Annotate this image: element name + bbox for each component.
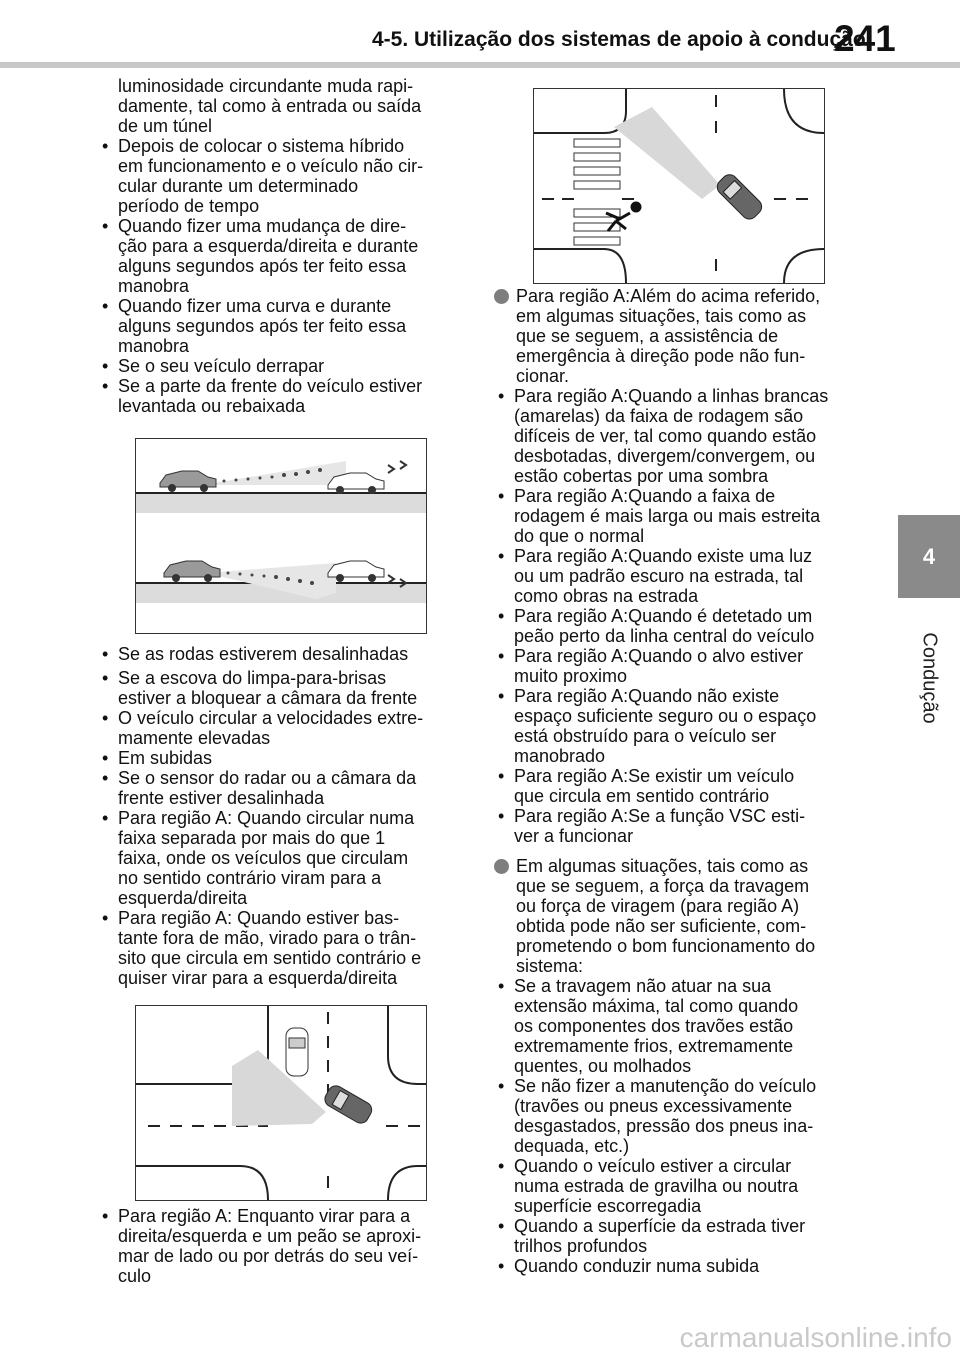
crosswalk-stripes (574, 139, 620, 245)
text-line: extensão máxima, tal como quando (514, 996, 799, 1016)
text-line: frente estiver desalinhada (118, 788, 325, 808)
text-line: • Quando fizer uma mudança de dire- (118, 216, 407, 236)
text-line: mar de lado ou por detrás do seu veí- (118, 1246, 419, 1266)
curb-line (388, 1006, 426, 1084)
continued-text (96, 76, 470, 136)
text-line: em funcionamento e o veículo não cir- (118, 156, 424, 176)
text-line: peão perto da linha central do veículo (514, 626, 815, 646)
car-icon (160, 471, 216, 492)
left-column-bottom (96, 1206, 470, 1286)
bullet-item (492, 486, 868, 546)
text-line: (travões ou pneus excessivamente (514, 1096, 793, 1116)
text-line: • Se não fizer a manutenção do veículo (514, 1076, 817, 1096)
bullet-item (492, 806, 868, 846)
text-line: mamente elevadas (118, 728, 271, 748)
text-line: • O veículo circular a velocidades extre- (118, 708, 424, 728)
text-line: numa estrada de gravilha ou noutra (514, 1176, 799, 1196)
bullet-item (492, 976, 868, 1076)
bullet-item (96, 908, 470, 988)
text-line: levantada ou rebaixada (118, 396, 306, 416)
text-line: de um túnel (118, 116, 213, 136)
text-line: período de tempo (118, 196, 260, 216)
text-line: ou força de viragem (para região A) (516, 896, 800, 916)
curb-line (534, 249, 626, 283)
text-line: • Se as rodas estiverem desalinhadas (118, 644, 409, 664)
text-line: Para região A:Além do acima referido, (516, 286, 821, 306)
car-icon (164, 561, 220, 582)
text-line: manobrado (514, 746, 606, 766)
bullet-item (492, 1256, 868, 1276)
car-icon (328, 561, 384, 582)
pedestrian-crossing-illustration (533, 88, 825, 284)
road-surface (136, 493, 426, 513)
text-line: • Para região A: Enquanto virar para a (118, 1206, 411, 1226)
bullet-item (492, 1076, 868, 1156)
radar-beam (232, 1050, 326, 1126)
curb-line (136, 1166, 268, 1200)
right-column (492, 286, 868, 1276)
car-icon (286, 1028, 308, 1076)
text-line: • Se a travagem não atuar na sua (514, 976, 772, 996)
text-line: • Para região A:Quando a faixa de (514, 486, 776, 506)
text-line: • Para região A: Quando circular numa (118, 808, 415, 828)
bullet-item (492, 1216, 868, 1256)
text-line: manobra (118, 336, 190, 356)
text-line: ver a funcionar (514, 826, 634, 846)
text-line: faixa, onde os veículos que circulam (118, 848, 409, 868)
text-line: culo (118, 1266, 152, 1286)
text-line: sito que circula em sentido contrário e (118, 948, 422, 968)
page-number: 241 (834, 18, 896, 59)
chapter-number: 4 (922, 543, 936, 569)
text-line: obtida pode não ser suficiente, com- (516, 916, 807, 936)
bullet-item (96, 768, 470, 808)
text-line: cular durante um determinado (118, 176, 359, 196)
bullet-item (492, 1156, 868, 1216)
text-line: extremamente frios, extremamente (514, 1036, 794, 1056)
text-line: estiver a bloquear a câmara da frente (118, 688, 418, 708)
text-line: luminosidade circundante muda rapi- (118, 76, 414, 96)
text-line: trilhos profundos (514, 1236, 648, 1256)
text-line: ção para a esquerda/direita e durante (118, 236, 419, 256)
text-line: • Para região A: Quando estiver bas- (118, 908, 400, 928)
text-line: cionar. (516, 366, 570, 386)
left-column-top (96, 76, 470, 416)
text-line: • Para região A:Se a função VSC esti- (514, 806, 806, 826)
text-line: Em algumas situações, tais como as (516, 856, 809, 876)
text-line: rodagem é mais larga ou mais estreita (514, 506, 821, 526)
text-line: direita/esquerda e um peão se aproxi- (118, 1226, 422, 1246)
text-line: os componentes dos travões estão (514, 1016, 794, 1036)
left-column-middle (96, 644, 470, 988)
curb-line (388, 1166, 426, 1200)
text-line: no sentido contrário viram para a (118, 868, 382, 888)
bullet-item (96, 296, 470, 356)
text-line: prometendo o bom funcionamento do (516, 936, 816, 956)
bullet-item (492, 686, 868, 766)
bullet-item (492, 546, 868, 606)
bullet-item (96, 216, 470, 296)
intersection-oncoming-illustration (135, 1005, 427, 1201)
text-line: desbotadas, divergem/convergem, ou (514, 446, 816, 466)
bullet-item (96, 708, 470, 748)
bullet-item (96, 136, 470, 216)
text-line: • Em subidas (118, 748, 213, 768)
text-line: • Se o seu veículo derrapar (118, 356, 325, 376)
text-line: • Para região A:Quando o alvo estiver (514, 646, 804, 666)
text-line: quentes, ou molhados (514, 1056, 692, 1076)
text-line: que se seguem, a força da travagem (516, 876, 810, 896)
text-line: faixa separada por mais do que 1 (118, 828, 386, 848)
text-line: quiser virar para a esquerda/direita (118, 968, 398, 988)
text-line: • Se a escova do limpa-para-brisas (118, 668, 387, 688)
page-header (0, 0, 960, 62)
curb-line (784, 249, 824, 283)
bullet-item (492, 766, 868, 806)
section-title: 4-5. Utilização dos sistemas de apoio à condução (372, 28, 866, 51)
text-line: do que o normal (514, 526, 645, 546)
text-line: superfície escorregadia (514, 1196, 702, 1216)
text-line: esquerda/direita (118, 888, 248, 908)
header-divider (0, 62, 960, 68)
text-line: (amarelas) da faixa de rodagem são (514, 406, 804, 426)
lane-radar-illustration (135, 438, 427, 634)
bullet-item (96, 668, 470, 708)
watermark[interactable]: carmanualsonline.info (679, 1322, 952, 1353)
text-line: manobra (118, 276, 190, 296)
car-icon (328, 473, 384, 494)
text-line: • Para região A:Quando é detetado um (514, 606, 813, 626)
car-icon (714, 171, 765, 222)
bullet-item (492, 606, 868, 646)
text-line: tante fora de mão, virado para o trân- (118, 928, 417, 948)
chapter-tab[interactable] (898, 515, 960, 598)
text-line: • Depois de colocar o sistema híbrido (118, 136, 405, 156)
text-line: • Para região A:Se existir um veículo (514, 766, 795, 786)
paragraph-item (492, 286, 868, 386)
text-line: difíceis de ver, tal como quando estão (514, 426, 817, 446)
chapter-label (905, 608, 953, 748)
text-line: sistema: (516, 956, 584, 976)
radar-beam (614, 107, 720, 199)
text-line: muito proximo (514, 666, 628, 686)
bullet-item (96, 748, 470, 768)
text-line: estão cobertas por uma sombra (514, 466, 769, 486)
text-line: • Para região A:Quando não existe (514, 686, 780, 706)
text-line: como obras na estrada (514, 586, 699, 606)
text-line: • Para região A:Quando a linhas brancas (514, 386, 829, 406)
bullet-item (96, 644, 470, 664)
text-line: alguns segundos após ter feito essa (118, 256, 407, 276)
text-line: • Quando o veículo estiver a circular (514, 1156, 792, 1176)
text-line: desgastados, pressão dos pneus ina- (514, 1116, 814, 1136)
text-line: ou um padrão escuro na estrada, tal (514, 566, 804, 586)
bullet-item (492, 646, 868, 686)
bullet-item (96, 808, 470, 908)
text-line: em algumas situações, tais como as (516, 306, 807, 326)
text-line: • Quando a superfície da estrada tiver (514, 1216, 806, 1236)
text-line: que circula em sentido contrário (514, 786, 770, 806)
text-line: • Quando fizer uma curva e durante (118, 296, 392, 316)
chapter-label-text: Condução (918, 632, 941, 724)
text-line: alguns segundos após ter feito essa (118, 316, 407, 336)
curb-line (784, 89, 824, 133)
text-line: dequada, etc.) (514, 1136, 630, 1156)
text-line: que se seguem, a assistência de (516, 326, 779, 346)
bullet-item (96, 356, 470, 376)
text-line: damente, tal como à entrada ou saída (118, 96, 422, 116)
bullet-item (96, 1206, 470, 1286)
car-icon (322, 1083, 375, 1126)
text-line: • Se o sensor do radar ou a câmara da (118, 768, 417, 788)
text-line: • Se a parte da frente do veículo estiver (118, 376, 423, 396)
text-line: • Para região A:Quando existe uma luz (514, 546, 813, 566)
curb-line (534, 89, 626, 133)
bullet-item (492, 386, 868, 486)
bullet-item (96, 376, 470, 416)
paragraph-item (492, 856, 868, 976)
text-line: • Quando conduzir numa subida (514, 1256, 760, 1276)
text-line: espaço suficiente seguro ou o espaço (514, 706, 817, 726)
text-line: está obstruído para o veículo ser (514, 726, 777, 746)
text-line: emergência à direção pode não fun- (516, 346, 806, 366)
